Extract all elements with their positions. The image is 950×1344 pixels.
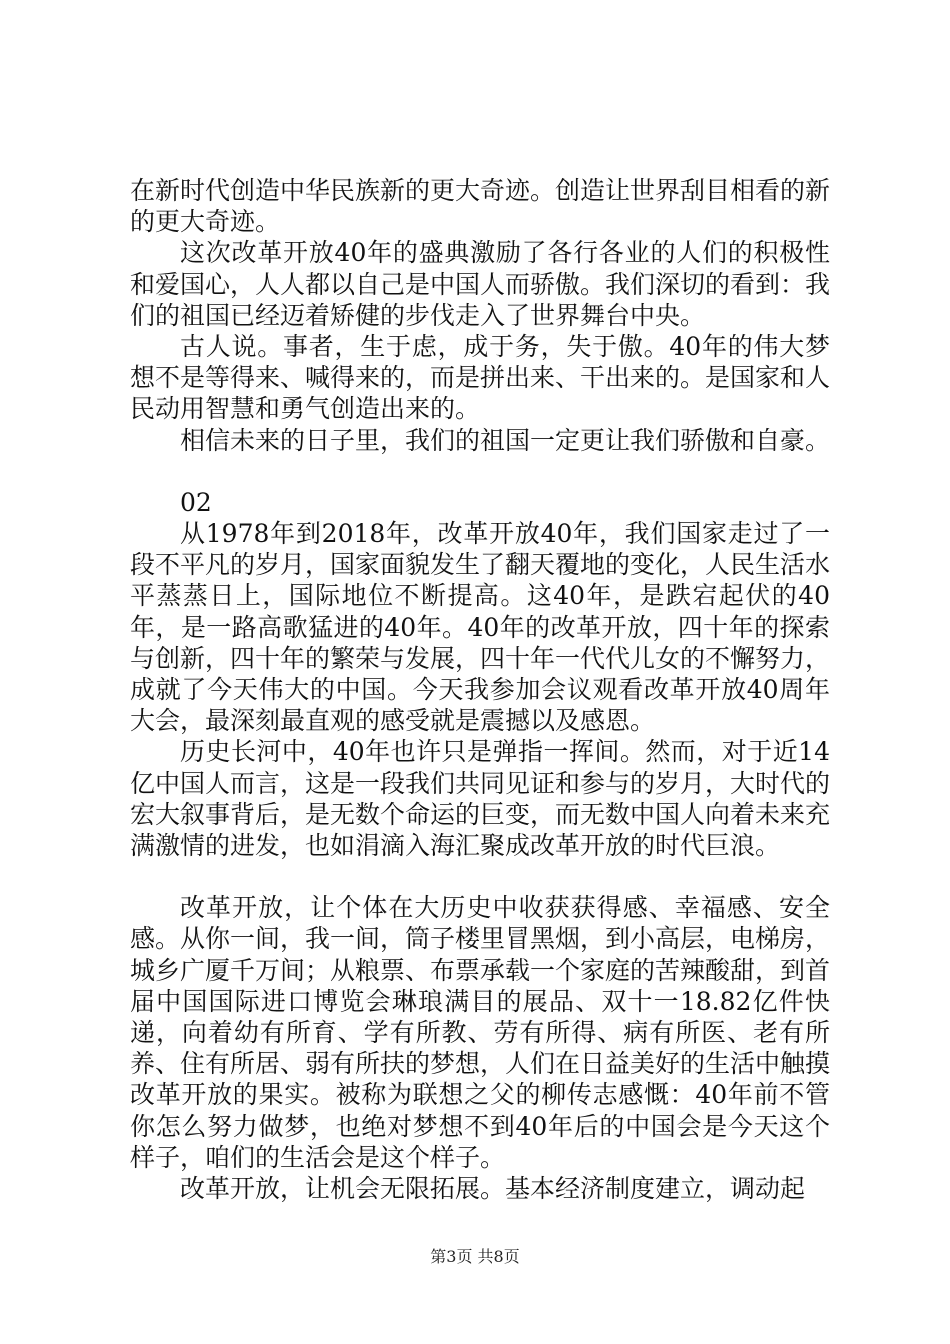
paragraph-3: 古人说。事者，生于虑，成于务，失于傲。40年的伟大梦想不是等得来、喊得来的，而是拼出来、干出来的。是国家和人民动用智慧和勇气创造出来的。 [130, 332, 831, 424]
section-number: 02 [180, 487, 212, 517]
paragraph-7: 改革开放，让个体在大历史中收获获得感、幸福感、安全感。从你一间，我一间，筒子楼里冒黑烟，到小高层，电梯房，城乡广厦千万间；从粮票、布票承载一个家庭的苦辣酸甜，到首届中国国际进口博览会琳琅满目的展品、双十一18.82亿件快递，向着幼有所育、学有所教、劳有所得、病有所医、老有所养、住有所居、弱有所扶的梦想，人们在日益美好的生活中触摸改革开放的果实。被称为联想之父的柳传志感慨：40年前不管你怎么努力做梦，也绝对梦想不到40年后的中国会是今天这个样子，咱们的生活会是这个样子。 [130, 893, 831, 1172]
paragraph-5: 从1978年到2018年，改革开放40年，我们国家走过了一段不平凡的岁月，国家面貌发生了翻天覆地的变化，人民生活水平蒸蒸日上，国际地位不断提高。这40年，是跌宕起伏的40年，是一路高歌猛进的40年。40年的改革开放，四十年的探索与创新，四十年的繁荣与发展，四十年一代代儿女的不懈努力，成就了今天伟大的中国。今天我参加会议观看改革开放40周年大会，最深刻最直观的感受就是震撼以及感恩。 [130, 519, 831, 736]
paragraph-2: 这次改革开放40年的盛典激励了各行各业的人们的积极性和爱国心，人人都以自己是中国人而骄傲。我们深切的看到：我们的祖国已经迈着矫健的步伐走入了世界舞台中央。 [130, 238, 831, 330]
document-body [130, 175, 830, 1204]
paragraph-4: 相信未来的日子里，我们的祖国一定更让我们骄傲和自豪。 [180, 425, 831, 455]
paragraph-1: 在新时代创造中华民族新的更大奇迹。创造让世界刮目相看的新的更大奇迹。 [130, 176, 831, 237]
paragraph-6: 历史长河中，40年也许只是弹指一挥间。然而，对于近14亿中国人而言，这是一段我们共同见证和参与的岁月，大时代的宏大叙事背后，是无数个命运的巨变，而无数中国人向着未来充满激情的进发，也如涓滴入海汇聚成改革开放的时代巨浪。 [130, 737, 831, 861]
page-footer: 第3页 共8页 [430, 1247, 520, 1266]
blank-line [130, 456, 830, 487]
paragraph-8: 改革开放，让机会无限拓展。基本经济制度建立，调动起 [180, 1174, 806, 1204]
blank-line [130, 861, 830, 892]
